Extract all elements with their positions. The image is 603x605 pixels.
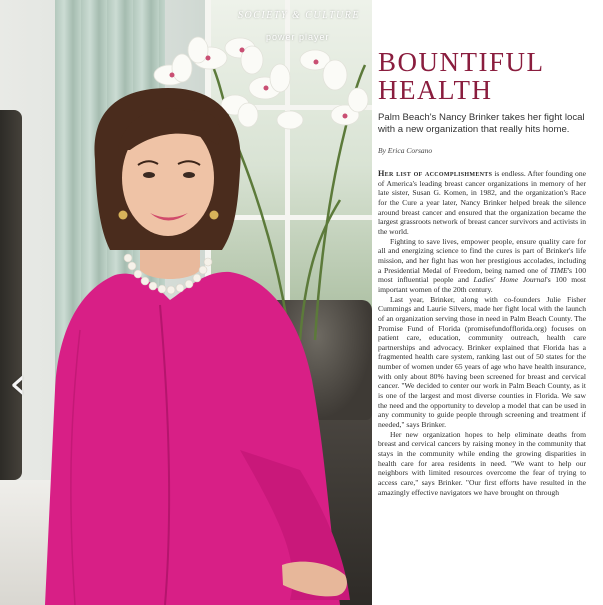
paragraph-2-text-c: 's 100 most important women of the 20th century. (378, 275, 586, 294)
paragraph-2-text-a: Fighting to save lives, empower people, ensure quality care for all and energizing science to find the cures is part of Brinker's life mission, and her fight has won her prestigious accolades, including a Presidential Medal of Freedom, being named one of (378, 236, 586, 275)
paragraph-4: Her new organization hopes to help eliminate deaths from breast and cervical cancers by raising money in the community that stays in the community while ending the growing disparities in health care for area residents in need. "We want to help our neighbors with limited resources overcome the fear of trying to access care," says Brinker. "Our first efforts have resulted in the amazingly effective navigators we have brought on through (378, 429, 586, 497)
paragraph-2-text-b: 's 100 most influential people and (378, 265, 586, 285)
paragraph-3: Last year, Brinker, along with co-founders Julie Fisher Cummings and Laurie Silvers, made her fight local with the launch of an organization serving those in need in Palm Beach County. The Promise Fund of Florida (promisefundofflorida.org) focuses on patient care, education, community outreach, health care partnerships and advocacy. Brinker explained that Florida has a fragmented health care system, ranking last out of 50 states for the number of women under 65 years of age who have health insurance, with only about 80% having been screened for breast and cervical cancer. "We decided to center our work in Palm Beach County, as it is one of the largest and most diverse counties in Florida. We saw the need and the opportunity to develop a model that can be used in any community to guide people through screening and treatment if needed," says Brinker. (378, 294, 586, 430)
section-label: SOCIETY & CULTURE (238, 10, 360, 21)
headline-line-1: BOUNTIFUL (378, 48, 545, 77)
lead-in: Her list of accomplishments (378, 169, 493, 178)
article-body (378, 169, 586, 497)
headline-line-2: HEALTH (378, 75, 493, 105)
byline: By Erica Corsano (378, 146, 433, 155)
section-sublabel: power player (266, 32, 330, 42)
paragraph-1-text: is endless. After founding one of America's leading breast cancer organizations in memory of her late sister, Susan G. Komen, in 1982, and the organization's Race for the Cure a year later, Nancy Brinker helped break the silence around breast cancer and ensured that the organization became the largest grassroots network of breast cancer survivors and activists in the world. (378, 169, 586, 236)
headline (378, 48, 586, 104)
time-magazine-title: TIME (549, 265, 568, 275)
paragraph-1 (378, 169, 586, 237)
article-column (378, 48, 586, 605)
article-dek: Palm Beach's Nancy Brinker takes her fight local with a new organization that really hits home. (378, 112, 585, 135)
prev-page-chevron-left-icon[interactable]: ‹ (9, 358, 27, 409)
paragraph-2 (378, 237, 586, 295)
ladies-home-journal-title: Ladies' Home Journal (473, 275, 547, 285)
